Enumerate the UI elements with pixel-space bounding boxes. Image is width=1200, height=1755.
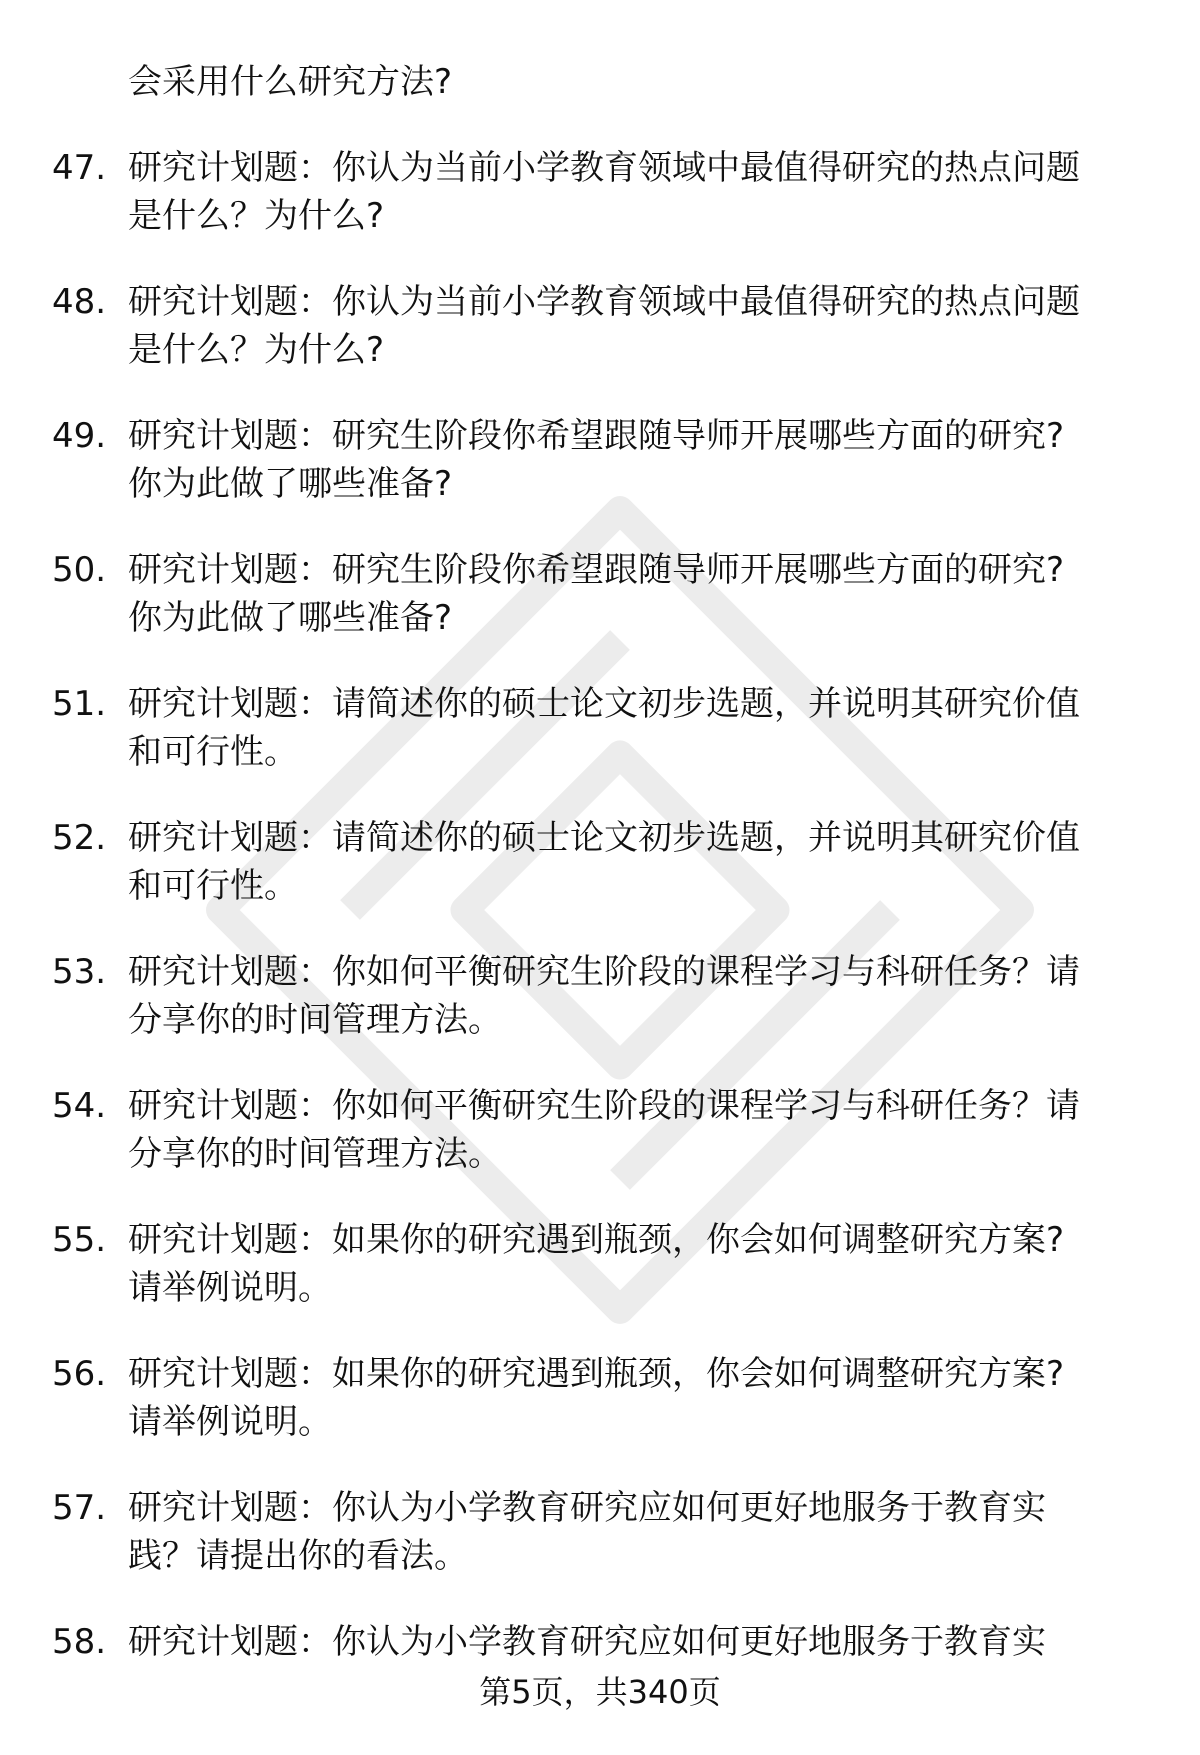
question-number: 58. bbox=[52, 1622, 107, 1662]
question-text-line: 请举例说明。 bbox=[128, 1268, 332, 1308]
question-number: 51. bbox=[52, 684, 107, 724]
question-text-line: 践？请提出你的看法。 bbox=[128, 1536, 468, 1576]
question-item bbox=[0, 1618, 1200, 1666]
question-text-line: 你为此做了哪些准备? bbox=[128, 464, 453, 504]
question-item bbox=[0, 278, 1200, 374]
question-text-line: 分享你的时间管理方法。 bbox=[128, 1134, 502, 1174]
question-text-line: 研究计划题：你认为当前小学教育领域中最值得研究的热点问题 bbox=[128, 148, 1080, 188]
question-number: 50. bbox=[52, 550, 107, 590]
question-text-line: 是什么？为什么? bbox=[128, 196, 385, 236]
question-text-line: 研究计划题：你如何平衡研究生阶段的课程学习与科研任务？请 bbox=[128, 952, 1080, 992]
question-item bbox=[0, 1484, 1200, 1580]
question-list bbox=[0, 144, 1200, 1666]
question-number: 48. bbox=[52, 282, 107, 322]
question-text-line: 研究计划题：研究生阶段你希望跟随导师开展哪些方面的研究? bbox=[128, 416, 1065, 456]
question-text-line: 分享你的时间管理方法。 bbox=[128, 1000, 502, 1040]
question-number: 57. bbox=[52, 1488, 107, 1528]
question-text-line: 请举例说明。 bbox=[128, 1402, 332, 1442]
question-number: 54. bbox=[52, 1086, 107, 1126]
question-text-line: 你为此做了哪些准备? bbox=[128, 598, 453, 638]
question-item bbox=[0, 814, 1200, 910]
page-footer: 第5页，共340页 bbox=[479, 1673, 721, 1711]
question-text-line: 研究计划题：如果你的研究遇到瓶颈，你会如何调整研究方案? bbox=[128, 1220, 1065, 1260]
question-number: 55. bbox=[52, 1220, 107, 1260]
question-number: 49. bbox=[52, 416, 107, 456]
document-body bbox=[0, 58, 1200, 1666]
question-number: 56. bbox=[52, 1354, 107, 1394]
question-text-line: 研究计划题：你认为小学教育研究应如何更好地服务于教育实 bbox=[128, 1488, 1046, 1528]
question-number: 52. bbox=[52, 818, 107, 858]
question-item bbox=[0, 144, 1200, 240]
question-item bbox=[0, 948, 1200, 1044]
question-item bbox=[0, 1082, 1200, 1178]
question-number: 53. bbox=[52, 952, 107, 992]
question-text-line: 和可行性。 bbox=[128, 732, 298, 772]
question-item bbox=[0, 680, 1200, 776]
question-text-line: 研究计划题：请简述你的硕士论文初步选题，并说明其研究价值 bbox=[128, 818, 1080, 858]
question-text-line: 研究计划题：你认为小学教育研究应如何更好地服务于教育实 bbox=[128, 1622, 1046, 1662]
question-item bbox=[0, 412, 1200, 508]
question-text-line: 和可行性。 bbox=[128, 866, 298, 906]
question-item bbox=[0, 546, 1200, 642]
question-text-line: 研究计划题：你认为当前小学教育领域中最值得研究的热点问题 bbox=[128, 282, 1080, 322]
question-text-line: 研究计划题：请简述你的硕士论文初步选题，并说明其研究价值 bbox=[128, 684, 1080, 724]
continued-question-line: 会采用什么研究方法? bbox=[128, 62, 453, 102]
question-text-line: 研究计划题：如果你的研究遇到瓶颈，你会如何调整研究方案? bbox=[128, 1354, 1065, 1394]
question-item bbox=[0, 1216, 1200, 1312]
question-text-line: 研究计划题：研究生阶段你希望跟随导师开展哪些方面的研究? bbox=[128, 550, 1065, 590]
question-item bbox=[0, 1350, 1200, 1446]
question-text-line: 是什么？为什么? bbox=[128, 330, 385, 370]
question-number: 47. bbox=[52, 148, 107, 188]
question-text-line: 研究计划题：你如何平衡研究生阶段的课程学习与科研任务？请 bbox=[128, 1086, 1080, 1126]
